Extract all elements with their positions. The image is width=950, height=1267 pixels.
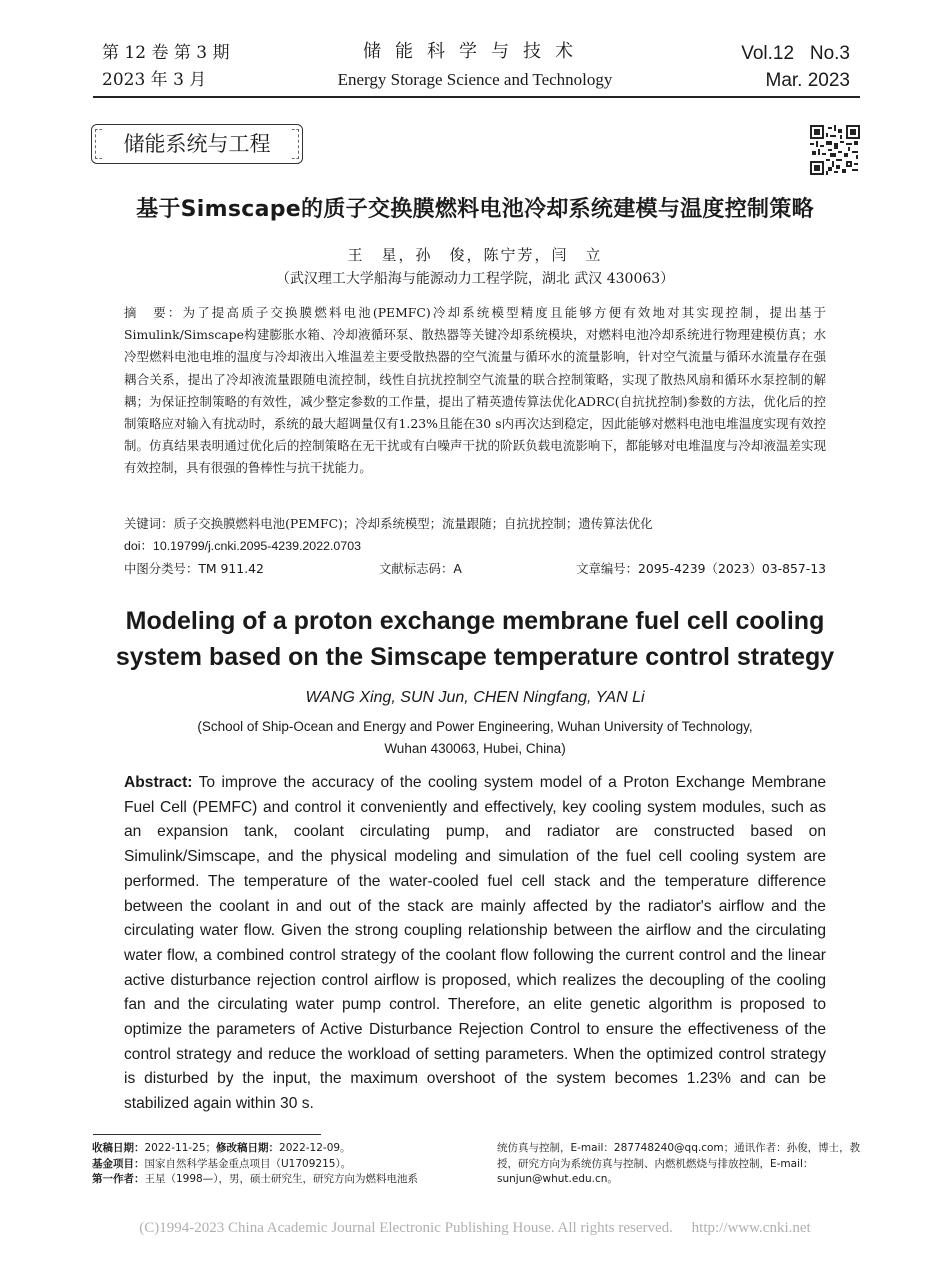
abstract-cn bbox=[124, 302, 826, 480]
section-label: 储能系统与工程 bbox=[91, 124, 303, 164]
issue-info-en bbox=[741, 40, 850, 94]
date-cn: 2023 年 3 月 bbox=[102, 70, 207, 90]
header-rule bbox=[93, 96, 860, 98]
journal-name-en: Energy Storage Science and Technology bbox=[337, 70, 613, 89]
abstract-en bbox=[124, 771, 826, 1117]
first-author-line bbox=[92, 1172, 472, 1188]
revised-label: 修改稿日期： bbox=[216, 1142, 280, 1154]
volume-en: Vol.12 No.3 bbox=[741, 43, 850, 64]
journal-name-cn: 储能科学与技术 bbox=[363, 41, 587, 62]
received-date: 2022-11-25； bbox=[144, 1142, 217, 1154]
received-label: 收稿日期： bbox=[92, 1142, 145, 1154]
authors-en: WANG Xing, SUN Jun, CHEN Ningfang, YAN Li bbox=[305, 689, 645, 706]
doi: doi：10.19799/j.cnki.2095-4239.2022.0703 bbox=[124, 539, 361, 553]
keywords-label-cn: 关键词： bbox=[124, 516, 174, 531]
qr-code-icon bbox=[810, 125, 860, 175]
affiliation-en-line1: (School of Ship-Ocean and Energy and Power Engineering, Wuhan University of Technology, bbox=[197, 719, 753, 734]
keywords-cn bbox=[124, 513, 826, 535]
dates-line bbox=[92, 1141, 472, 1157]
affiliation-en bbox=[0, 716, 950, 760]
first-author-text: 王星（1998—），男，硕士研究生，研究方向为燃料电池系 bbox=[144, 1173, 418, 1185]
fund-label: 基金项目： bbox=[92, 1157, 145, 1170]
clc-number: 中图分类号：TM 911.42 bbox=[124, 561, 264, 576]
affiliation-cn: （武汉理工大学船海与能源动力工程学院，湖北 武汉 430063） bbox=[275, 271, 675, 287]
abstract-label-en: Abstract: bbox=[124, 774, 193, 791]
abstract-text-en: To improve the accuracy of the cooling system model of a Proton Exchange Membrane Fuel Cell (PEMFC) and control it conveniently and effectively, key cooling system modules, such as an expansion tank, coolant circulating pump, and radiator are constructed based on Simulink/Simscape, and the physical modeling and simulation of the fuel cell cooling system are performed. The temperature of the water-cooled fuel cell stack and the temperature difference between the coolant in and out of the stack are mainly affected by the radiator's airflow and the circulating water flow. Given the strong coupling relationship between the airflow and the circulating water flow, a combined control strategy of the coolant flow following the current control and the linear active disturbance rejection control airflow is proposed, which realizes the decoupling of the cooling fan and the circulating water pump control. Therefore, an elite genetic algorithm is proposed to optimize the parameters of Active Disturbance Rejection Control to ensure the effectiveness of the control strategy and reduce the workload of setting parameters. When the optimized control strategy is disturbed by the input, the maximum overshoot of the system becomes 1.23% and can be stabilized again within 30 s. bbox=[124, 774, 826, 1113]
abstract-text-cn: 为了提高质子交换膜燃料电池(PEMFC)冷却系统模型精度且能够方便有效地对其实现控制，提出基于Simulink/Simscape构建膨胀水箱、冷却液循环泵、散热器等关键冷却系统模块，对燃料电池冷却系统进行物理建模仿真；水冷型燃料电池电堆的温度与冷却液出入堆温差主要受散热器的空气流量与循环水的流量影响，针对空气流量与循环水流量存在强耦合关系，提出了冷却液流量跟随电流控制，线性自抗扰控制空气流量的联合控制策略，实现了散热风扇和循环水泵控制的解耦；为保证控制策略的有效性，减少整定参数的工作量，提出了精英遗传算法优化ADRC(自抗扰控制)参数的方法，优化后的控制策略应对输入有扰动时，系统的最大超调量仅有1.23%且能在30 s内再次达到稳定，因此能够对燃料电池电堆温度实现有效控制。仿真结果表明通过优化后的控制策略在无干扰或有白噪声干扰的阶跃负载电流影响下，都能够对电堆温度与冷却液温差实现有效控制，具有很强的鲁棒性与抗干扰能力。 bbox=[124, 305, 826, 476]
keywords-text-cn: 质子交换膜燃料电池(PEMFC)；冷却系统模型；流量跟随；自抗扰控制；遗传算法优化 bbox=[173, 516, 653, 531]
paper-title-cn: 基于Simscape的质子交换膜燃料电池冷却系统建模与温度控制策略 bbox=[136, 197, 814, 222]
volume-cn: 第 12 卷 第 3 期 bbox=[102, 43, 230, 63]
authors-cn: 王 星，孙 俊，陈宁芳，闫 立 bbox=[347, 246, 603, 264]
first-author-label: 第一作者： bbox=[92, 1173, 145, 1185]
affiliation-en-line2: Wuhan 430063, Hubei, China) bbox=[384, 741, 566, 756]
footnote-right: 统仿真与控制，E-mail：287748240@qq.com；通讯作者：孙俊，博士，教授，研究方向为系统仿真与控制、内燃机燃烧与排放控制，E-mail：sunjun@whut.edu.cn。 bbox=[497, 1142, 861, 1185]
copyright-notice: (C)1994-2023 China Academic Journal Electronic Publishing House. All rights reserved. http://www.cnki.net bbox=[139, 1220, 811, 1236]
paper-title-en-line1: Modeling of a proton exchange membrane fuel cell cooling bbox=[125, 607, 825, 635]
fund-text: 国家自然科学基金重点项目（U1709215）。 bbox=[144, 1157, 352, 1170]
revised-date: 2022-12-09。 bbox=[279, 1142, 351, 1154]
article-number: 文章编号：2095-4239（2023）03-857-13 bbox=[576, 561, 826, 576]
footnote-rule bbox=[93, 1134, 321, 1135]
document-code: 文献标志码：A bbox=[379, 561, 462, 576]
paper-title-en bbox=[0, 603, 950, 675]
abstract-label-cn: 摘 要： bbox=[124, 305, 183, 320]
fund-line bbox=[92, 1157, 472, 1173]
paper-title-en-line2: system based on the Simscape temperature control strategy bbox=[115, 643, 835, 671]
date-en: Mar. 2023 bbox=[765, 70, 850, 91]
footnote-left bbox=[92, 1141, 472, 1188]
